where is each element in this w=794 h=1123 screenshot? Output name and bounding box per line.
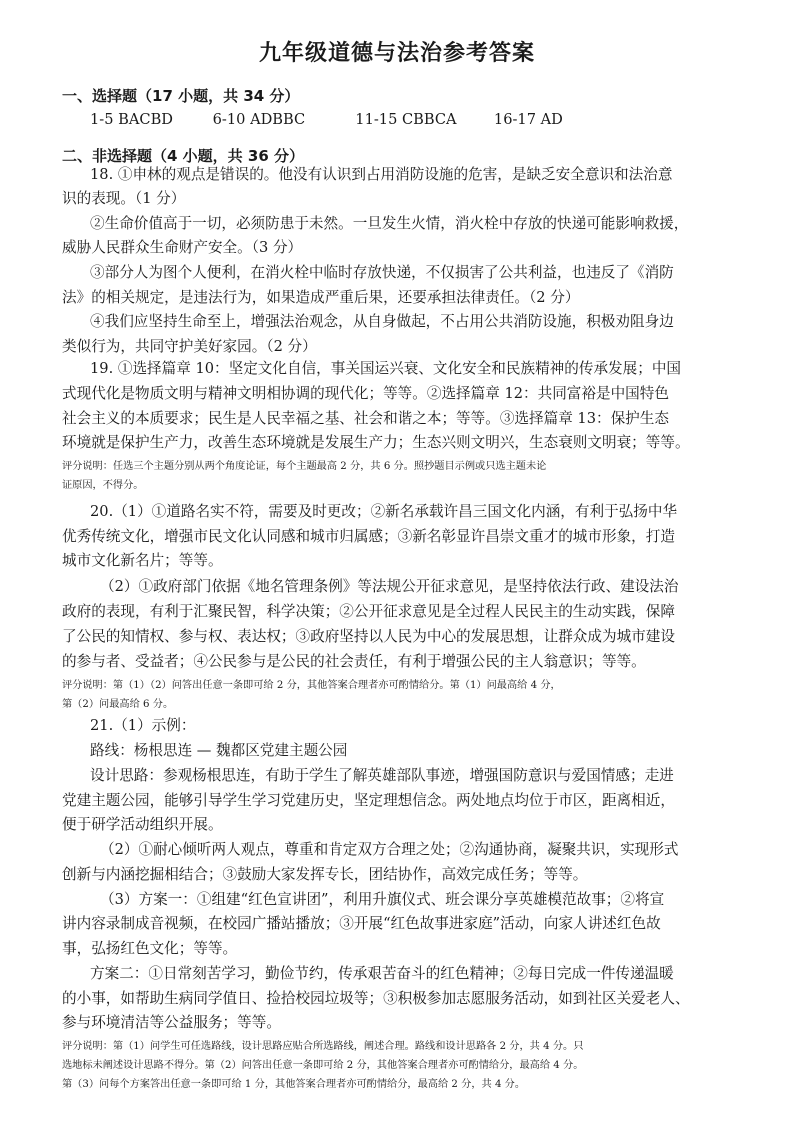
section2-heading: 二、非选择题（4 小题，共 36 分） bbox=[62, 147, 304, 165]
q20-line: 的参与者、受益者；④公民参与是公民的社会责任，有利于增强公民的主人翁意识；等等。 bbox=[62, 653, 646, 670]
q20-line: 了公民的知情权、参与权、表达权；③政府坚持以人民为中心的发展思想，让群众成为城市建设 bbox=[62, 628, 675, 645]
choice-answer-6-10: 6-10 ADBBC bbox=[212, 111, 306, 128]
q18-line: 18. ①申林的观点是错误的。他没有认识到占用消防设施的危害，是缺乏安全意识和法治意 bbox=[90, 166, 673, 183]
q18-line: ③部分人为图个人便利，在消火栓中临时存放快递，不仅损害了公共利益，也违反了《消防 bbox=[90, 264, 674, 281]
q19-line: 环境就是保护生产力，改善生态环境就是发展生产力；生态兴则文明兴，生态衰则文明衰；等等。 bbox=[62, 434, 690, 451]
choice-answers bbox=[90, 110, 563, 130]
q21-line: 设计思路：参观杨根思连，有助于学生了解英雄部队事迹，增强国防意识与爱国情感；走进 bbox=[90, 767, 674, 784]
q20-line: 政府的表现，有利于汇聚民智，科学决策；②公开征求意见是全过程人民民主的生动实践，保障 bbox=[62, 603, 675, 620]
q21-line: 创新与内涵挖掘相结合；③鼓励大家发挥专长，团结协作，高效完成任务；等等。 bbox=[62, 866, 588, 883]
q18-line: ④我们应坚持生命至上，增强法治观念，从自身做起，不占用公共消防设施，积极劝阻身边 bbox=[90, 313, 674, 330]
q19-line: 19. ①选择篇章 10：坚定文化自信，事关国运兴衰、文化安全和民族精神的传承发展；中国 bbox=[90, 360, 682, 377]
q21-scoring-note: 选地标未阐述设计思路不得分。第（2）问答出任意一条即可给 2 分，其他答案合理者亦可酌情给分，最高给 4 分。 bbox=[62, 1060, 584, 1071]
q20-scoring-note: 第（2）问最高给 6 分。 bbox=[62, 699, 174, 710]
q21-line: 21.（1）示例： bbox=[90, 717, 196, 734]
q21-scoring-note: 第（3）问每个方案答出任意一条即可给 1 分，其他答案合理者亦可酌情给分，最高给 2 分，共 4 分。 bbox=[62, 1079, 526, 1090]
q20-line: （2）①政府部门依据《地名管理条例》等法规公开征求意见，是坚持依法行政、建设法治 bbox=[100, 578, 679, 595]
q19-scoring-note: 证原因，不得分。 bbox=[62, 480, 144, 491]
q19-line: 社会主义的本质要求；民生是人民幸福之基、社会和谐之本；等等。③选择篇章 13：保护生态 bbox=[62, 410, 669, 427]
section1-heading: 一、选择题（17 小题，共 34 分） bbox=[62, 87, 300, 105]
q21-line: （2）①耐心倾听两人观点，尊重和肯定双方合理之处；②沟通协商，凝聚共识，实现形式 bbox=[100, 841, 679, 858]
q20-line: 20.（1）①道路名实不符，需要及时更改；②新名承载许昌三国文化内涵，有利于弘扬中华 bbox=[90, 503, 678, 520]
q20-line: 优秀传统文化，增强市民文化认同感和城市归属感；③新名彰显许昌崇文重才的城市形象，打造 bbox=[62, 528, 675, 545]
q21-line: 讲内容录制成音视频，在校园广播站播放；③开展“红色故事进家庭”活动，向家人讲述红色故 bbox=[62, 915, 661, 932]
choice-answer-1-5: 1-5 BACBD bbox=[90, 111, 173, 128]
choice-answer-16-17: 16-17 AD bbox=[493, 111, 563, 128]
page-title: 九年级道德与法治参考答案 bbox=[258, 41, 535, 66]
q21-line: 事，弘扬红色文化；等等。 bbox=[62, 940, 238, 957]
q18-line: 识的表现。（1 分） bbox=[62, 190, 186, 207]
q21-scoring-note: 评分说明：第（1）问学生可任选路线，设计思路应贴合所选路线，阐述合理。路线和设计思路各 2 分，共 4 分。只 bbox=[62, 1041, 584, 1052]
q21-line: 党建主题公园，能够引导学生学习党建历史，坚定理想信念。两处地点均位于市区，距离相近， bbox=[62, 792, 675, 809]
q18-line: ②生命价值高于一切，必须防患于未然。一旦发生火情，消火栓中存放的快递可能影响救援， bbox=[90, 215, 689, 232]
q21-line: 方案二：①日常刻苦学习，勤俭节约，传承艰苦奋斗的红色精神；②每日完成一件传递温暖 bbox=[90, 965, 674, 982]
q21-line: 便于研学活动组织开展。 bbox=[62, 816, 223, 833]
q21-line: 的小事，如帮助生病同学值日、捡拾校园垃圾等；③积极参加志愿服务活动，如到社区关爱老人、 bbox=[62, 990, 690, 1007]
choice-answer-11-15: 11-15 CBBCA bbox=[355, 111, 457, 128]
q18-line: 类似行为，共同守护美好家园。（2 分） bbox=[62, 338, 317, 355]
q20-line: 城市文化新名片；等等。 bbox=[62, 552, 223, 569]
q21-line: 参与环境清洁等公益服务；等等。 bbox=[62, 1014, 281, 1031]
q19-line: 式现代化是物质文明与精神文明相协调的现代化；等等。②选择篇章 12：共同富裕是中国特色 bbox=[62, 385, 669, 402]
q20-scoring-note: 评分说明：第（1）（2）问答出任意一条即可给 2 分，其他答案合理者亦可酌情给分。第（1）问最高给 4 分， bbox=[62, 680, 561, 691]
q18-line: 法》的相关规定，是违法行为，如果造成严重后果，还要承担法律责任。（2 分） bbox=[62, 289, 580, 306]
q21-line: 路线：杨根思连 — 魏都区党建主题公园 bbox=[90, 742, 348, 759]
q21-line: （3）方案一：①组建“红色宣讲团”，利用升旗仪式、班会课分享英雄模范故事；②将宣 bbox=[100, 891, 665, 908]
q19-scoring-note: 评分说明：任选三个主题分别从两个角度论证，每个主题最高 2 分，共 6 分。照抄题目示例或只选主题未论 bbox=[62, 461, 547, 472]
q18-line: 威胁人民群众生命财产安全。（3 分） bbox=[62, 239, 303, 256]
